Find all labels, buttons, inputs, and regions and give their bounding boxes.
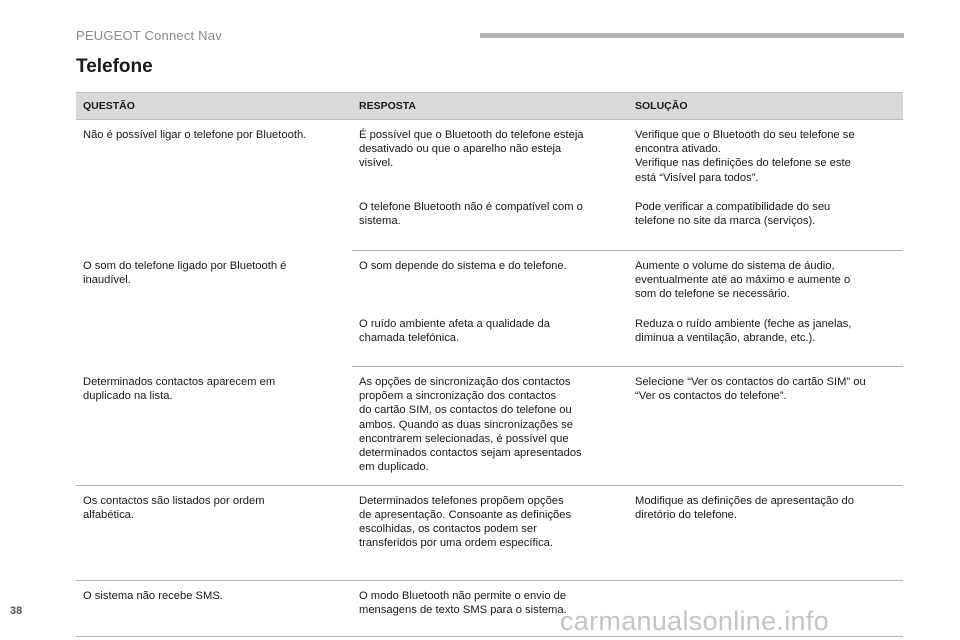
solution-cell	[628, 485, 903, 580]
answer-cell	[352, 200, 628, 251]
solution-text: Modifique as definições de apresentação do diretório do telefone.	[635, 494, 854, 521]
header-label: PEUGEOT Connect Nav	[76, 28, 222, 43]
column-header-questao: QUESTÃO	[76, 93, 352, 120]
troubleshooting-table	[76, 92, 903, 637]
table-row	[76, 367, 903, 486]
solution-cell	[628, 317, 903, 367]
answer-cell	[352, 120, 628, 201]
answer-cell	[352, 485, 628, 580]
page-title: Telefone	[76, 56, 153, 77]
watermark-logo: carmanualsonline.info	[560, 606, 829, 636]
answer-text: O modo Bluetooth não permite o envio de mensagens de texto SMS para o sistema.	[359, 589, 567, 616]
question-text: Não é possível ligar o telefone por Bluetooth.	[83, 129, 307, 141]
answer-text: As opções de sincronização dos contactos propõem a sincronização dos contactos do cartão SIM, os contactos do telefone ou ambos. Quando as duas sincronizações se encontrarem selecionadas, é possível que determinados contactos sejam apresentados em duplicado.	[359, 376, 582, 474]
solution-text: Reduza o ruído ambiente (feche as janelas, diminua a ventilação, abrande, etc.).	[635, 318, 852, 345]
answer-text: O som depende do sistema e do telefone.	[359, 260, 567, 272]
answer-text: O ruído ambiente afeta a qualidade da chamada telefónica.	[359, 318, 550, 345]
solution-cell	[628, 367, 903, 486]
question-text: Os contactos são listados por ordem alfabética.	[83, 494, 265, 521]
answer-cell	[352, 251, 628, 318]
solution-cell	[628, 120, 903, 201]
question-text: O sistema não recebe SMS.	[83, 589, 223, 602]
question-cell	[76, 580, 352, 636]
table-row	[76, 120, 903, 201]
solution-text: Verifique que o Bluetooth do seu telefone se encontra ativado. Verifique nas definições do telefone se este está “Visível para todos”.	[635, 129, 855, 184]
question-text: O som do telefone ligado por Bluetooth é inaudível.	[83, 259, 287, 286]
answer-cell	[352, 367, 628, 486]
question-cell	[76, 251, 352, 367]
table-row	[76, 251, 903, 318]
question-cell	[76, 367, 352, 486]
page-number: 38	[10, 605, 23, 617]
solution-cell	[628, 251, 903, 318]
answer-text: O telefone Bluetooth não é compatível com o sistema.	[359, 201, 583, 228]
table-header-row	[76, 93, 903, 120]
solution-cell	[628, 200, 903, 251]
header-divider-bar	[480, 33, 904, 38]
solution-text: Selecione “Ver os contactos do cartão SIM” ou “Ver os contactos do telefone”.	[635, 376, 866, 403]
answer-cell	[352, 317, 628, 367]
answer-text: Determinados telefones propõem opções de apresentação. Consoante as definições escolhidas, os contactos podem ser transferidos por uma ordem específica.	[359, 494, 572, 550]
column-header-resposta: RESPOSTA	[352, 93, 628, 120]
question-cell	[76, 485, 352, 580]
answer-text: É possível que o Bluetooth do telefone esteja desativado ou que o aparelho não esteja visível.	[359, 129, 584, 170]
solution-text: Pode verificar a compatibilidade do seu telefone no site da marca (serviços).	[635, 201, 831, 228]
question-cell	[76, 120, 352, 251]
column-header-solucao: SOLUÇÃO	[628, 93, 903, 120]
solution-text: Aumente o volume do sistema de áudio, eventualmente até ao máximo e aumente o som do telefone se necessário.	[635, 260, 851, 301]
table-row	[76, 485, 903, 580]
question-text: Determinados contactos aparecem em duplicado na lista.	[83, 375, 276, 402]
